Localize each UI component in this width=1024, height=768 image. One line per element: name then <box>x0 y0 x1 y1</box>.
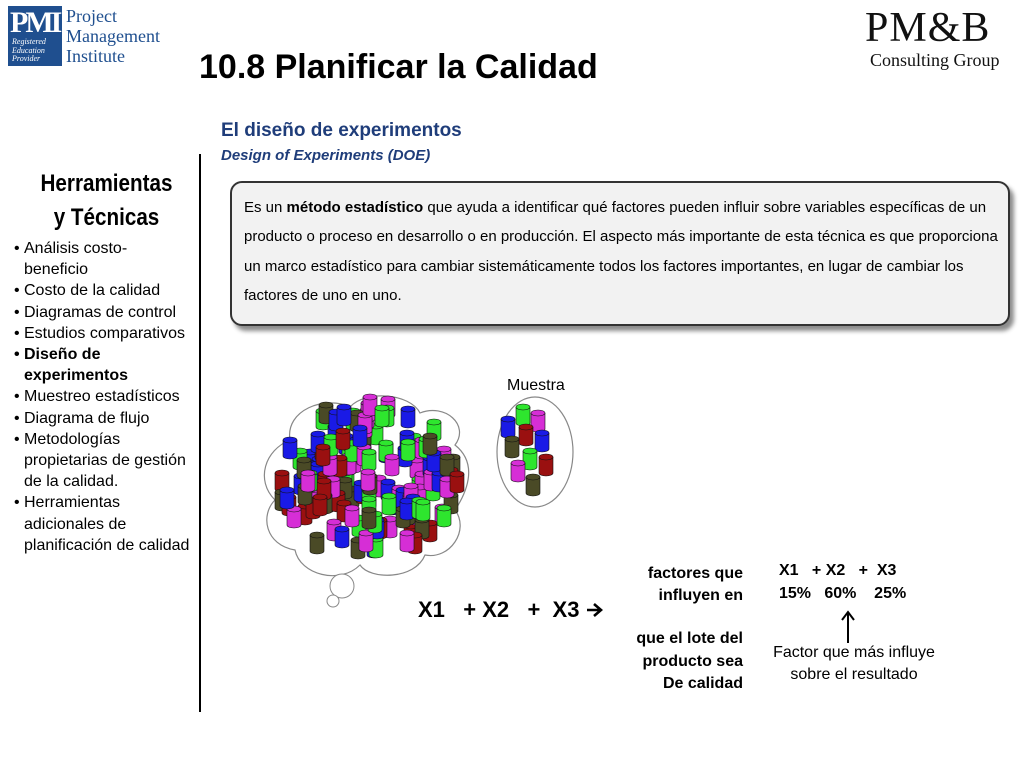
arrow-up-icon <box>840 610 856 644</box>
list-item: • Costo de la calidad <box>14 280 190 301</box>
factor-percentages: 15% 60% 25% <box>779 585 907 602</box>
cylinder-icon <box>361 469 375 491</box>
sample-label: Muestra <box>507 377 565 394</box>
quality-text: que el lote del producto sea De calidad <box>636 630 743 693</box>
cloud-bubble-small <box>330 574 354 598</box>
cylinder-icon <box>375 405 389 427</box>
pmi-name: Project Management Institute <box>66 6 160 66</box>
cylinder-icon <box>345 505 359 527</box>
cylinder-icon <box>423 433 437 455</box>
cylinder-icon <box>362 507 376 529</box>
tools-list <box>14 238 190 556</box>
vertical-divider <box>199 154 201 712</box>
list-item: • Estudios comparativos <box>14 323 190 344</box>
cylinder-icon <box>353 425 367 447</box>
list-item: • Diagramas de control <box>14 302 190 323</box>
cylinder-icon <box>313 494 327 516</box>
arrow-right-icon <box>586 602 604 618</box>
list-item: • Metodologías propietarias de gestión de la calidad. <box>14 429 190 493</box>
cylinder-icon <box>301 470 315 492</box>
cylinder-icon <box>382 493 396 515</box>
section-subtitle: El diseño de experimentos <box>221 120 462 141</box>
cylinder-icon <box>416 499 430 521</box>
cylinder-icon <box>437 505 451 527</box>
list-item: • Herramientas adicionales de planificación de calidad <box>14 492 190 556</box>
description-bold: método estadístico <box>286 199 424 216</box>
cylinder-icon <box>501 416 515 438</box>
factor-formula: X1 + X2 + X3 <box>418 597 604 623</box>
page-title: 10.8 Planificar la Calidad <box>199 48 598 86</box>
pmi-registered-text: Registered Education Provider <box>12 37 46 63</box>
list-item: • Diagrama de flujo <box>14 408 190 429</box>
cylinder-icon <box>400 530 414 552</box>
pmi-mark-text: PMI <box>10 6 60 39</box>
cylinder-icon <box>505 436 519 458</box>
list-item: • Muestreo estadísticos <box>14 386 190 407</box>
cylinder-icon <box>401 406 415 428</box>
cloud-bubble-tiny <box>327 595 339 607</box>
cylinder-icon <box>526 474 540 496</box>
cylinder-icon <box>385 454 399 476</box>
pmb-logo-subtitle: Consulting Group <box>870 50 1000 70</box>
cylinder-icon <box>337 404 351 426</box>
description-box <box>230 181 1010 326</box>
list-item-highlighted: • Diseño de experimentos <box>14 344 190 386</box>
cylinder-icon <box>362 449 376 471</box>
cylinder-icon <box>287 506 301 528</box>
cylinder-icon <box>535 430 549 452</box>
pmi-logo <box>4 2 160 68</box>
section-subtitle-english: Design of Experiments (DOE) <box>221 147 431 164</box>
cylinder-icon <box>359 530 373 552</box>
cylinder-icon <box>336 428 350 450</box>
cylinder-icon <box>450 471 464 493</box>
cylinder-icon <box>516 404 530 426</box>
cylinder-icon <box>511 460 525 482</box>
list-item: • Análisis costo-beneficio <box>14 238 190 280</box>
description-text: Es un método estadístico que ayuda a identificar qué factores pueden influir sobre variables específicas de un producto o proceso en desarrollo o en producción. El aspecto más importante de esta técnica es que proporciona un marco estadístico para cambiar sistemáticamente todos los factores importantes, en lugar de cambiar los factores de uno en uno. <box>244 199 998 305</box>
cylinder-icon <box>539 454 553 476</box>
weighted-formula: X1 + X2 + X3 <box>779 562 897 579</box>
cylinder-icon <box>316 444 330 466</box>
factor-note: Factor que más influye sobre el resultado <box>773 644 935 683</box>
sidebar-heading: Herramientas y Técnicas <box>40 170 173 231</box>
pmb-logo: PM&B <box>865 5 991 51</box>
cylinder-icon <box>280 487 294 509</box>
cylinder-icon <box>310 532 324 554</box>
cylinder-icon <box>335 526 349 548</box>
batch-sample-diagram <box>250 385 590 610</box>
cylinder-icon <box>401 439 415 461</box>
pmi-logo-mark <box>8 6 62 66</box>
cylinder-icon <box>519 424 533 446</box>
cylinder-icon <box>283 437 297 459</box>
factors-text: factores que influyen en <box>647 565 743 604</box>
